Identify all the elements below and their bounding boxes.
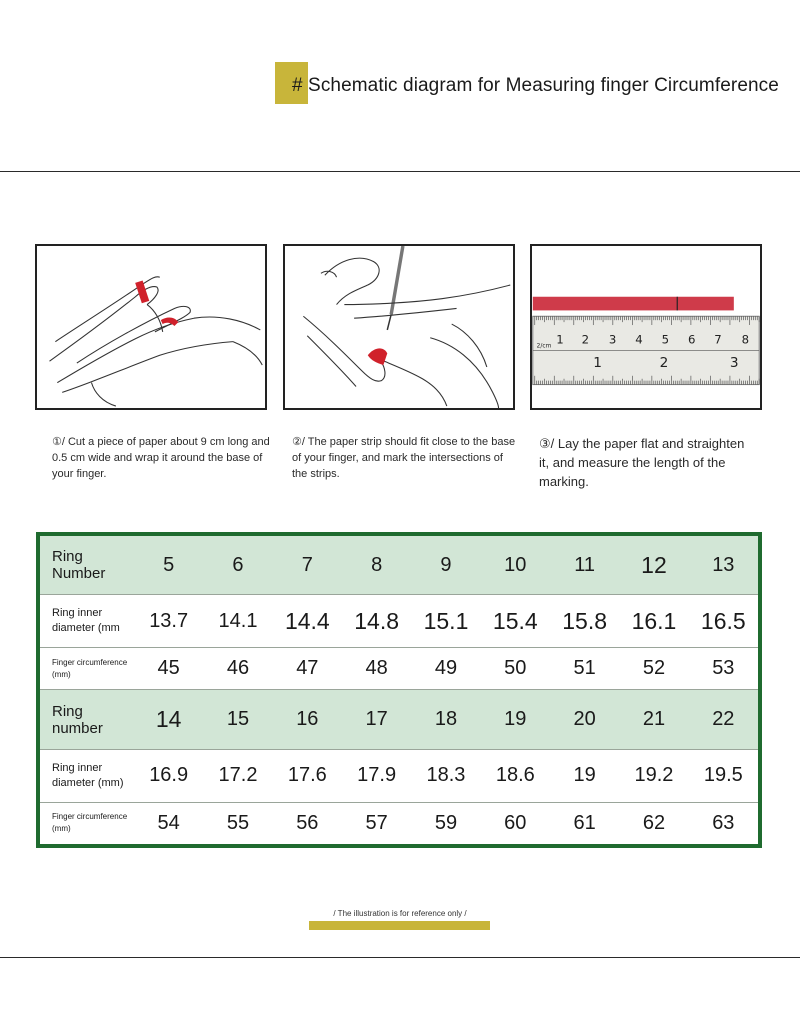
table-cell: 21 bbox=[619, 690, 688, 750]
step-1-text: ①/ Cut a piece of paper about 9 cm long and 0.5 cm wide and wrap it around the base of your finger. bbox=[52, 436, 270, 480]
table-cell: 48 bbox=[342, 647, 411, 690]
table-cell: 15.1 bbox=[411, 595, 480, 648]
table-cell: 7 bbox=[273, 536, 342, 595]
row-label: Ring number bbox=[40, 690, 134, 750]
ruler-measuring-strip-icon bbox=[532, 246, 760, 408]
ruler-top-label: 2 bbox=[581, 332, 590, 347]
ruler-bottom-label: 2 bbox=[659, 355, 669, 372]
row-label: Ring Number bbox=[40, 536, 134, 595]
table-cell: 5 bbox=[134, 536, 203, 595]
table-row bbox=[40, 536, 758, 595]
table-cell: 52 bbox=[619, 647, 688, 690]
table-cell: 60 bbox=[504, 811, 527, 834]
table-cell: 20 bbox=[550, 690, 619, 750]
ruler-top-label: 4 bbox=[635, 332, 643, 347]
illustration-mark-strip bbox=[283, 244, 515, 410]
table-cell: 15.4 bbox=[481, 595, 550, 648]
table-cell: 22 bbox=[689, 690, 758, 750]
table-cell: 6 bbox=[203, 536, 272, 595]
table-cell: 17 bbox=[342, 690, 411, 750]
table-cell: 19 bbox=[550, 750, 619, 803]
table-cell: 55 bbox=[226, 811, 250, 834]
step-2-text: ②/ The paper strip should fit close to the base of your finger, and mark the intersections of the strips. bbox=[292, 436, 516, 480]
table-cell: 17.9 bbox=[342, 750, 411, 803]
ruler-top-label: 8 bbox=[741, 332, 750, 347]
illustration-ruler bbox=[530, 244, 762, 410]
table-cell: 14.1 bbox=[203, 595, 272, 648]
hand-marking-strip-icon bbox=[285, 246, 513, 408]
table-cell: 46 bbox=[203, 647, 272, 690]
table-cell: 16.5 bbox=[689, 595, 758, 648]
table-cell: 49 bbox=[411, 647, 480, 690]
table-cell: 45 bbox=[134, 647, 203, 690]
table-cell: 18 bbox=[411, 690, 480, 750]
row-label: Ring inner diameter (mm) bbox=[40, 750, 134, 803]
table-cell: 57 bbox=[365, 811, 388, 834]
table-cell: 9 bbox=[411, 536, 480, 595]
table-cell: 50 bbox=[481, 647, 550, 690]
table-cell: 17.2 bbox=[203, 750, 272, 803]
note-accent-bar bbox=[309, 921, 490, 930]
table-cell: 13.7 bbox=[134, 595, 203, 648]
step-3-text: ③/ Lay the paper flat and straighten it, and measure the length of the marking. bbox=[539, 436, 745, 489]
table-cell: 54 bbox=[157, 811, 180, 834]
ruler-bottom-label: 3 bbox=[729, 355, 739, 372]
ruler-top-label: 1 bbox=[556, 332, 564, 347]
table-row bbox=[40, 750, 758, 803]
table-row bbox=[40, 647, 758, 690]
table-cell: 47 bbox=[273, 647, 342, 690]
ruler-top-label: 5 bbox=[661, 332, 670, 347]
table-cell: 13 bbox=[689, 536, 758, 595]
table-row bbox=[40, 595, 758, 648]
table-cell: 51 bbox=[550, 647, 619, 690]
table-cell: 16.1 bbox=[619, 595, 688, 648]
table-cell: 18.3 bbox=[411, 750, 480, 803]
table-cell: 59 bbox=[434, 811, 458, 834]
table-cell: 18.6 bbox=[481, 750, 550, 803]
table-cell: 11 bbox=[550, 536, 619, 595]
page-title: # Schematic diagram for Measuring finger Circumference bbox=[292, 75, 779, 96]
row-label: Finger circumference (mm) bbox=[52, 812, 128, 834]
row-label: Ring inner diameter (mm bbox=[40, 595, 134, 648]
table-cell: 8 bbox=[342, 536, 411, 595]
table-cell: 63 bbox=[712, 811, 735, 834]
ruler-bottom-label: 1 bbox=[593, 355, 603, 372]
table-row bbox=[40, 690, 758, 750]
row-label: Finger circumference (mm) bbox=[40, 647, 134, 690]
ring-size-table bbox=[36, 532, 762, 848]
bottom-divider bbox=[0, 957, 800, 958]
top-divider bbox=[0, 171, 800, 172]
table-row bbox=[40, 802, 758, 844]
table-cell: 12 bbox=[619, 536, 688, 595]
ruler-top-label: 7 bbox=[714, 332, 722, 347]
ruler-top-label: 6 bbox=[687, 332, 696, 347]
table-cell: 14 bbox=[134, 690, 203, 750]
table-cell: 56 bbox=[296, 811, 319, 834]
table-cell: 16.9 bbox=[134, 750, 203, 803]
table-cell: 14.4 bbox=[273, 595, 342, 648]
table-cell: 10 bbox=[481, 536, 550, 595]
table-cell: 53 bbox=[689, 647, 758, 690]
table-cell: 17.6 bbox=[273, 750, 342, 803]
ruler-top-label: 3 bbox=[608, 332, 617, 347]
reference-note: / The illustration is for reference only / bbox=[333, 909, 467, 918]
table-cell: 16 bbox=[273, 690, 342, 750]
hand-wrapped-paper-icon bbox=[37, 246, 265, 408]
ruler-unit-label: 2/cm bbox=[536, 343, 552, 350]
table-cell: 15 bbox=[203, 690, 272, 750]
table-cell: 62 bbox=[642, 811, 666, 834]
table-cell: 19 bbox=[481, 690, 550, 750]
table-cell: 14.8 bbox=[342, 595, 411, 648]
illustration-wrap-paper bbox=[35, 244, 267, 410]
table-cell: 19.5 bbox=[689, 750, 758, 803]
table-cell: 19.2 bbox=[619, 750, 688, 803]
table-cell: 61 bbox=[573, 811, 596, 834]
table-cell: 15.8 bbox=[550, 595, 619, 648]
